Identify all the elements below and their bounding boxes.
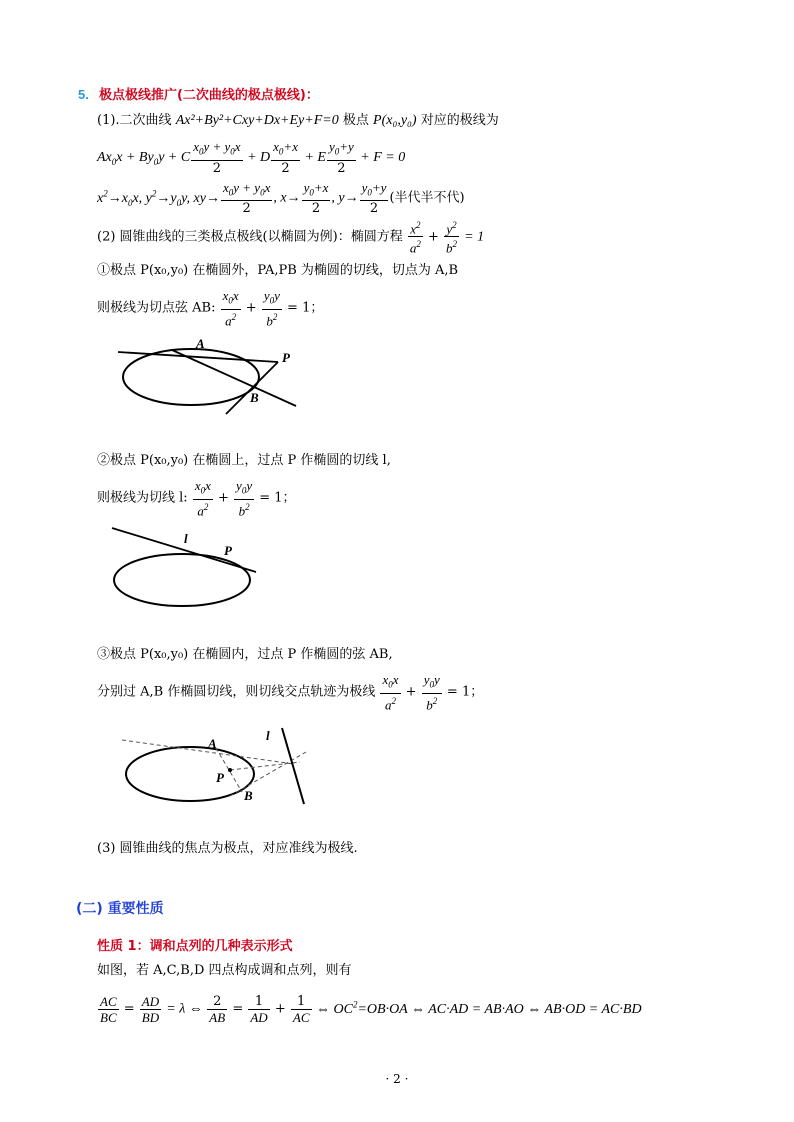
case-1-text: ①极点 P(x₀,y₀) 在椭圆外，PA,PB 为椭圆的切线，切点为 A,B bbox=[97, 263, 459, 278]
polar-line-equation: $Ax_0x + By_0y + C$ $\frac{x_0y + y_0x}{2}$ + D $\frac{x_0+x}{2}$ + E $\frac{y_0+y}{2}$ + F = 0 bbox=[97, 139, 406, 176]
case-2-polar: 则极线为切线 l: $\frac{x_0x}{a^2}$ + $\frac{y_0y}{b^2}$ = 1； bbox=[97, 478, 296, 518]
label-b: B bbox=[250, 390, 259, 405]
polar-line-l bbox=[282, 728, 304, 804]
case-3-text: ③极点 P(x₀,y₀) 在椭圆内，过点 P 作椭圆的弦 AB, bbox=[97, 647, 393, 662]
p2-intro-text: (2) 圆锥曲线的三类极点极线(以椭圆为例)：椭圆方程 bbox=[97, 229, 403, 245]
p1-mid-text: 极点 bbox=[342, 113, 369, 128]
property-1-title: 性质 1：调和点列的几种表示形式 bbox=[97, 939, 293, 954]
case-2-polar-intro: 则极线为切线 l: bbox=[97, 490, 188, 506]
page-number: · 2 · bbox=[385, 1072, 409, 1086]
ellipse bbox=[126, 747, 254, 801]
label-p: P bbox=[216, 770, 224, 785]
case-2-text: ②极点 P(x₀,y₀) 在椭圆上，过点 P 作椭圆的切线 l, bbox=[97, 453, 391, 468]
figure-pole-on-ellipse bbox=[108, 524, 268, 610]
section-2-heading: (二) 重要性质 bbox=[76, 901, 164, 917]
case-1-polar: 则极线为切点弦 AB: $\frac{x_0x}{a^2}$ + $\frac{y_0y}{b^2}$ = 1； bbox=[97, 288, 324, 328]
figure-pole-outside bbox=[110, 330, 310, 420]
pole-point bbox=[228, 768, 232, 772]
section-number: 5. bbox=[78, 87, 89, 102]
substitution-rule: $x^2\to x_0x$, $y^2\to y_0y$, xy→ $\frac{x_0y + y_0x}{2}$ , x→ $\frac{y_0+x}{2}$ , y→ $\frac{y_0+y}{2}$ (半代半不代) bbox=[97, 179, 465, 217]
property-1-formula: $\frac{AC}{BC}$ = $\frac{AD}{BD}$ = λ ⇔ $\frac{2}{AB}$ = $\frac{1}{AD}$ + $\frac{1}{AC}$ ⇔ $OC^2=OB\cdot OA$ ⇔ AC·AD = AB·AO ⇔ AB·OD = AC·BD bbox=[100, 993, 642, 1025]
p1-conic-equation: Ax²+By²+Cxy+Dx+Ey+F=0 bbox=[175, 113, 339, 128]
section-title: 极点极线推广(二次曲线的极点极线)： bbox=[98, 88, 319, 103]
label-p: P bbox=[282, 350, 290, 365]
case-3-polar: 分别过 A,B 作椭圆切线，则切线交点轨迹为极线 $\frac{x_0x}{a^2}$ + $\frac{y_0y}{b^2}$ = 1； bbox=[97, 672, 484, 712]
p1-pole-point: P(x₀,y₀) bbox=[373, 113, 417, 128]
substitution-note: (半代半不代) bbox=[389, 190, 465, 206]
case-3-polar-intro: 分别过 A,B 作椭圆切线，则切线交点轨迹为极线 bbox=[97, 684, 376, 700]
paragraph-1-intro bbox=[97, 112, 499, 130]
label-p: P bbox=[224, 543, 232, 558]
paragraph-3: (3) 圆锥曲线的焦点为极点，对应准线为极线. bbox=[97, 841, 358, 856]
connector-dashed bbox=[230, 762, 300, 770]
case-1-polar-intro: 则极线为切点弦 AB: bbox=[97, 300, 216, 316]
section-5-heading bbox=[78, 86, 319, 105]
figure-pole-inside bbox=[120, 724, 320, 814]
tangent-line-pb bbox=[226, 362, 278, 414]
ellipse bbox=[114, 554, 250, 606]
label-l: l bbox=[266, 728, 270, 743]
label-a: A bbox=[196, 336, 205, 351]
p1-intro-text: (1).二次曲线 bbox=[97, 113, 172, 128]
p1-tail-text: 对应的极线为 bbox=[420, 113, 499, 128]
label-b: B bbox=[244, 788, 253, 803]
paragraph-2-intro: (2) 圆锥曲线的三类极点极线(以椭圆为例)：椭圆方程 $\frac{x^2}{a^2}$ + $\frac{y^2}{b^2}$ = 1 bbox=[97, 220, 485, 256]
property-1-text: 如图，若 A,C,B,D 四点构成调和点列，则有 bbox=[97, 963, 352, 978]
label-a: A bbox=[208, 736, 217, 751]
label-l: l bbox=[184, 531, 188, 546]
